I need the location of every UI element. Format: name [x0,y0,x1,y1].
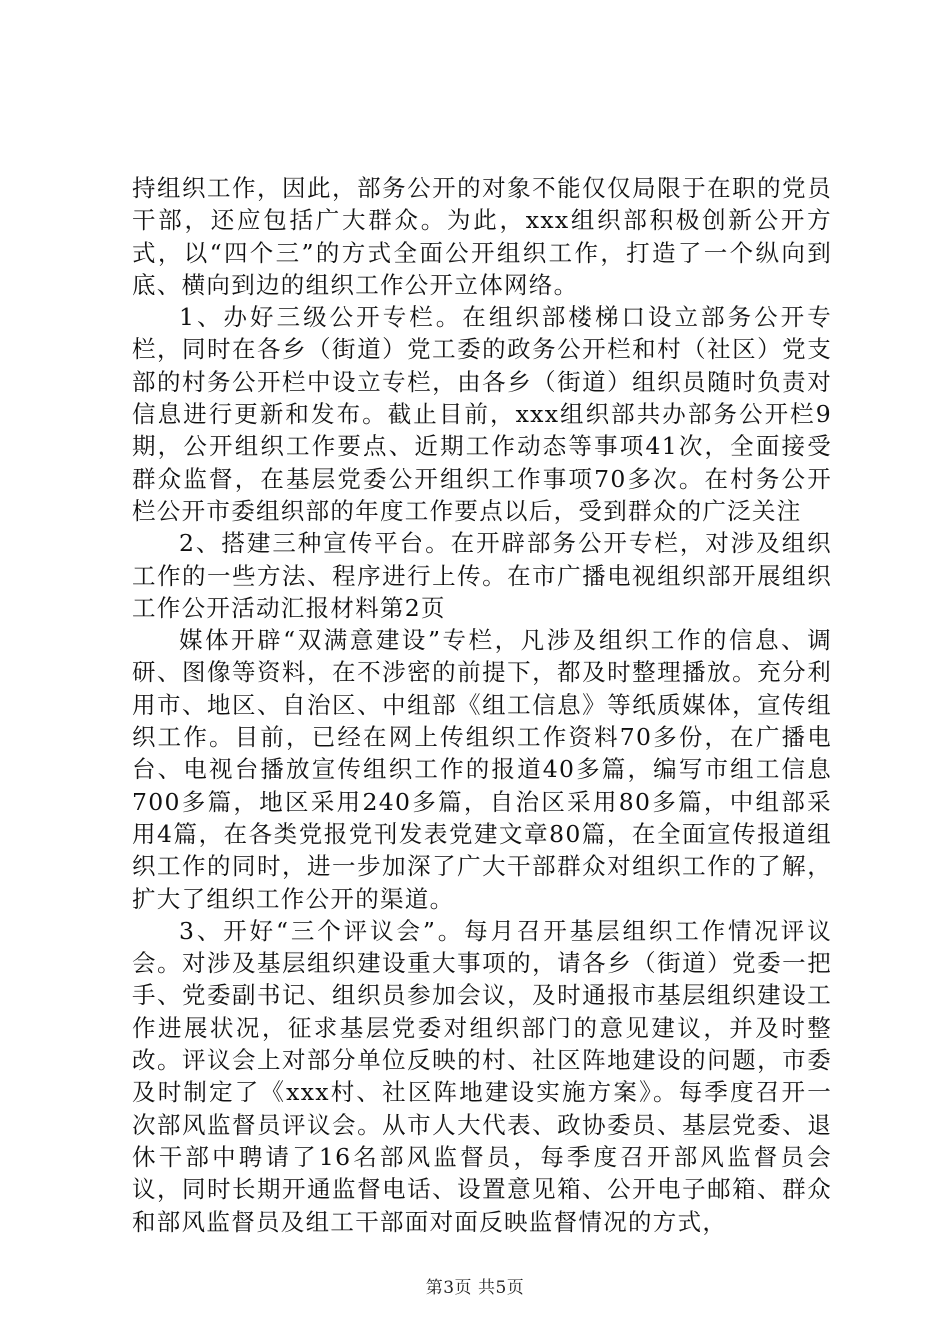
paragraph-item-2: 2、搭建三种宣传平台。在开辟部务公开专栏，对涉及组织工作的一些方法、程序进行上传。在市广播电视组织部开展组织工作公开活动汇报材料第2页 [132,529,832,622]
paragraph-item-1: 1、办好三级公开专栏。在组织部楼梯口设立部务公开专栏，同时在各乡（街道）党工委的政务公开栏和村（社区）党支部的村务公开栏中设立专栏，由各乡（街道）组织员随时负责对信息进行更新和发布。截止目前，xxx组织部共办部务公开栏9期，公开组织工作要点、近期工作动态等事项41次，全面接受群众监督，在基层党委公开组织工作事项70多次。在村务公开栏公开市委组织部的年度工作要点以后，受到群众的广泛关注 [132,303,832,525]
document-body [132,172,832,1238]
paragraph-media: 媒体开辟“双满意建设”专栏，凡涉及组织工作的信息、调研、图像等资料，在不涉密的前提下，都及时整理播放。充分利用市、地区、自治区、中组部《组工信息》等纸质媒体，宣传组织工作。目前，已经在网上传组织工作资料70多份，在广播电台、电视台播放宣传组织工作的报道40多篇，编写市组工信息700多篇，地区采用240多篇，自治区采用80多篇，中组部采用4篇，在各类党报党刊发表党建文章80篇，在全面宣传报道组织工作的同时，进一步加深了广大干部群众对组织工作的了解，扩大了组织工作公开的渠道。 [132,626,832,913]
paragraph-item-3: 3、开好“三个评议会”。每月召开基层组织工作情况评议会。对涉及基层组织建设重大事项的，请各乡（街道）党委一把手、党委副书记、组织员参加会议，及时通报市基层组织建设工作进展状况，征求基层党委对组织部门的意见建议，并及时整改。评议会上对部分单位反映的村、社区阵地建设的问题，市委及时制定了《xxx村、社区阵地建设实施方案》。每季度召开一次部风监督员评议会。从市人大代表、政协委员、基层党委、退休干部中聘请了16名部风监督员，每季度召开部风监督员会议，同时长期开通监督电话、设置意见箱、公开电子邮箱、群众和部风监督员及组工干部面对面反映监督情况的方式， [132,916,832,1236]
paragraph-intro: 持组织工作，因此，部务公开的对象不能仅仅局限于在职的党员干部，还应包括广大群众。为此，xxx组织部积极创新公开方式，以“四个三”的方式全面公开组织工作，打造了一个纵向到底、横向到边的组织工作公开立体网络。 [132,174,832,299]
page-number-footer: 第3页 共5页 [425,1278,525,1298]
